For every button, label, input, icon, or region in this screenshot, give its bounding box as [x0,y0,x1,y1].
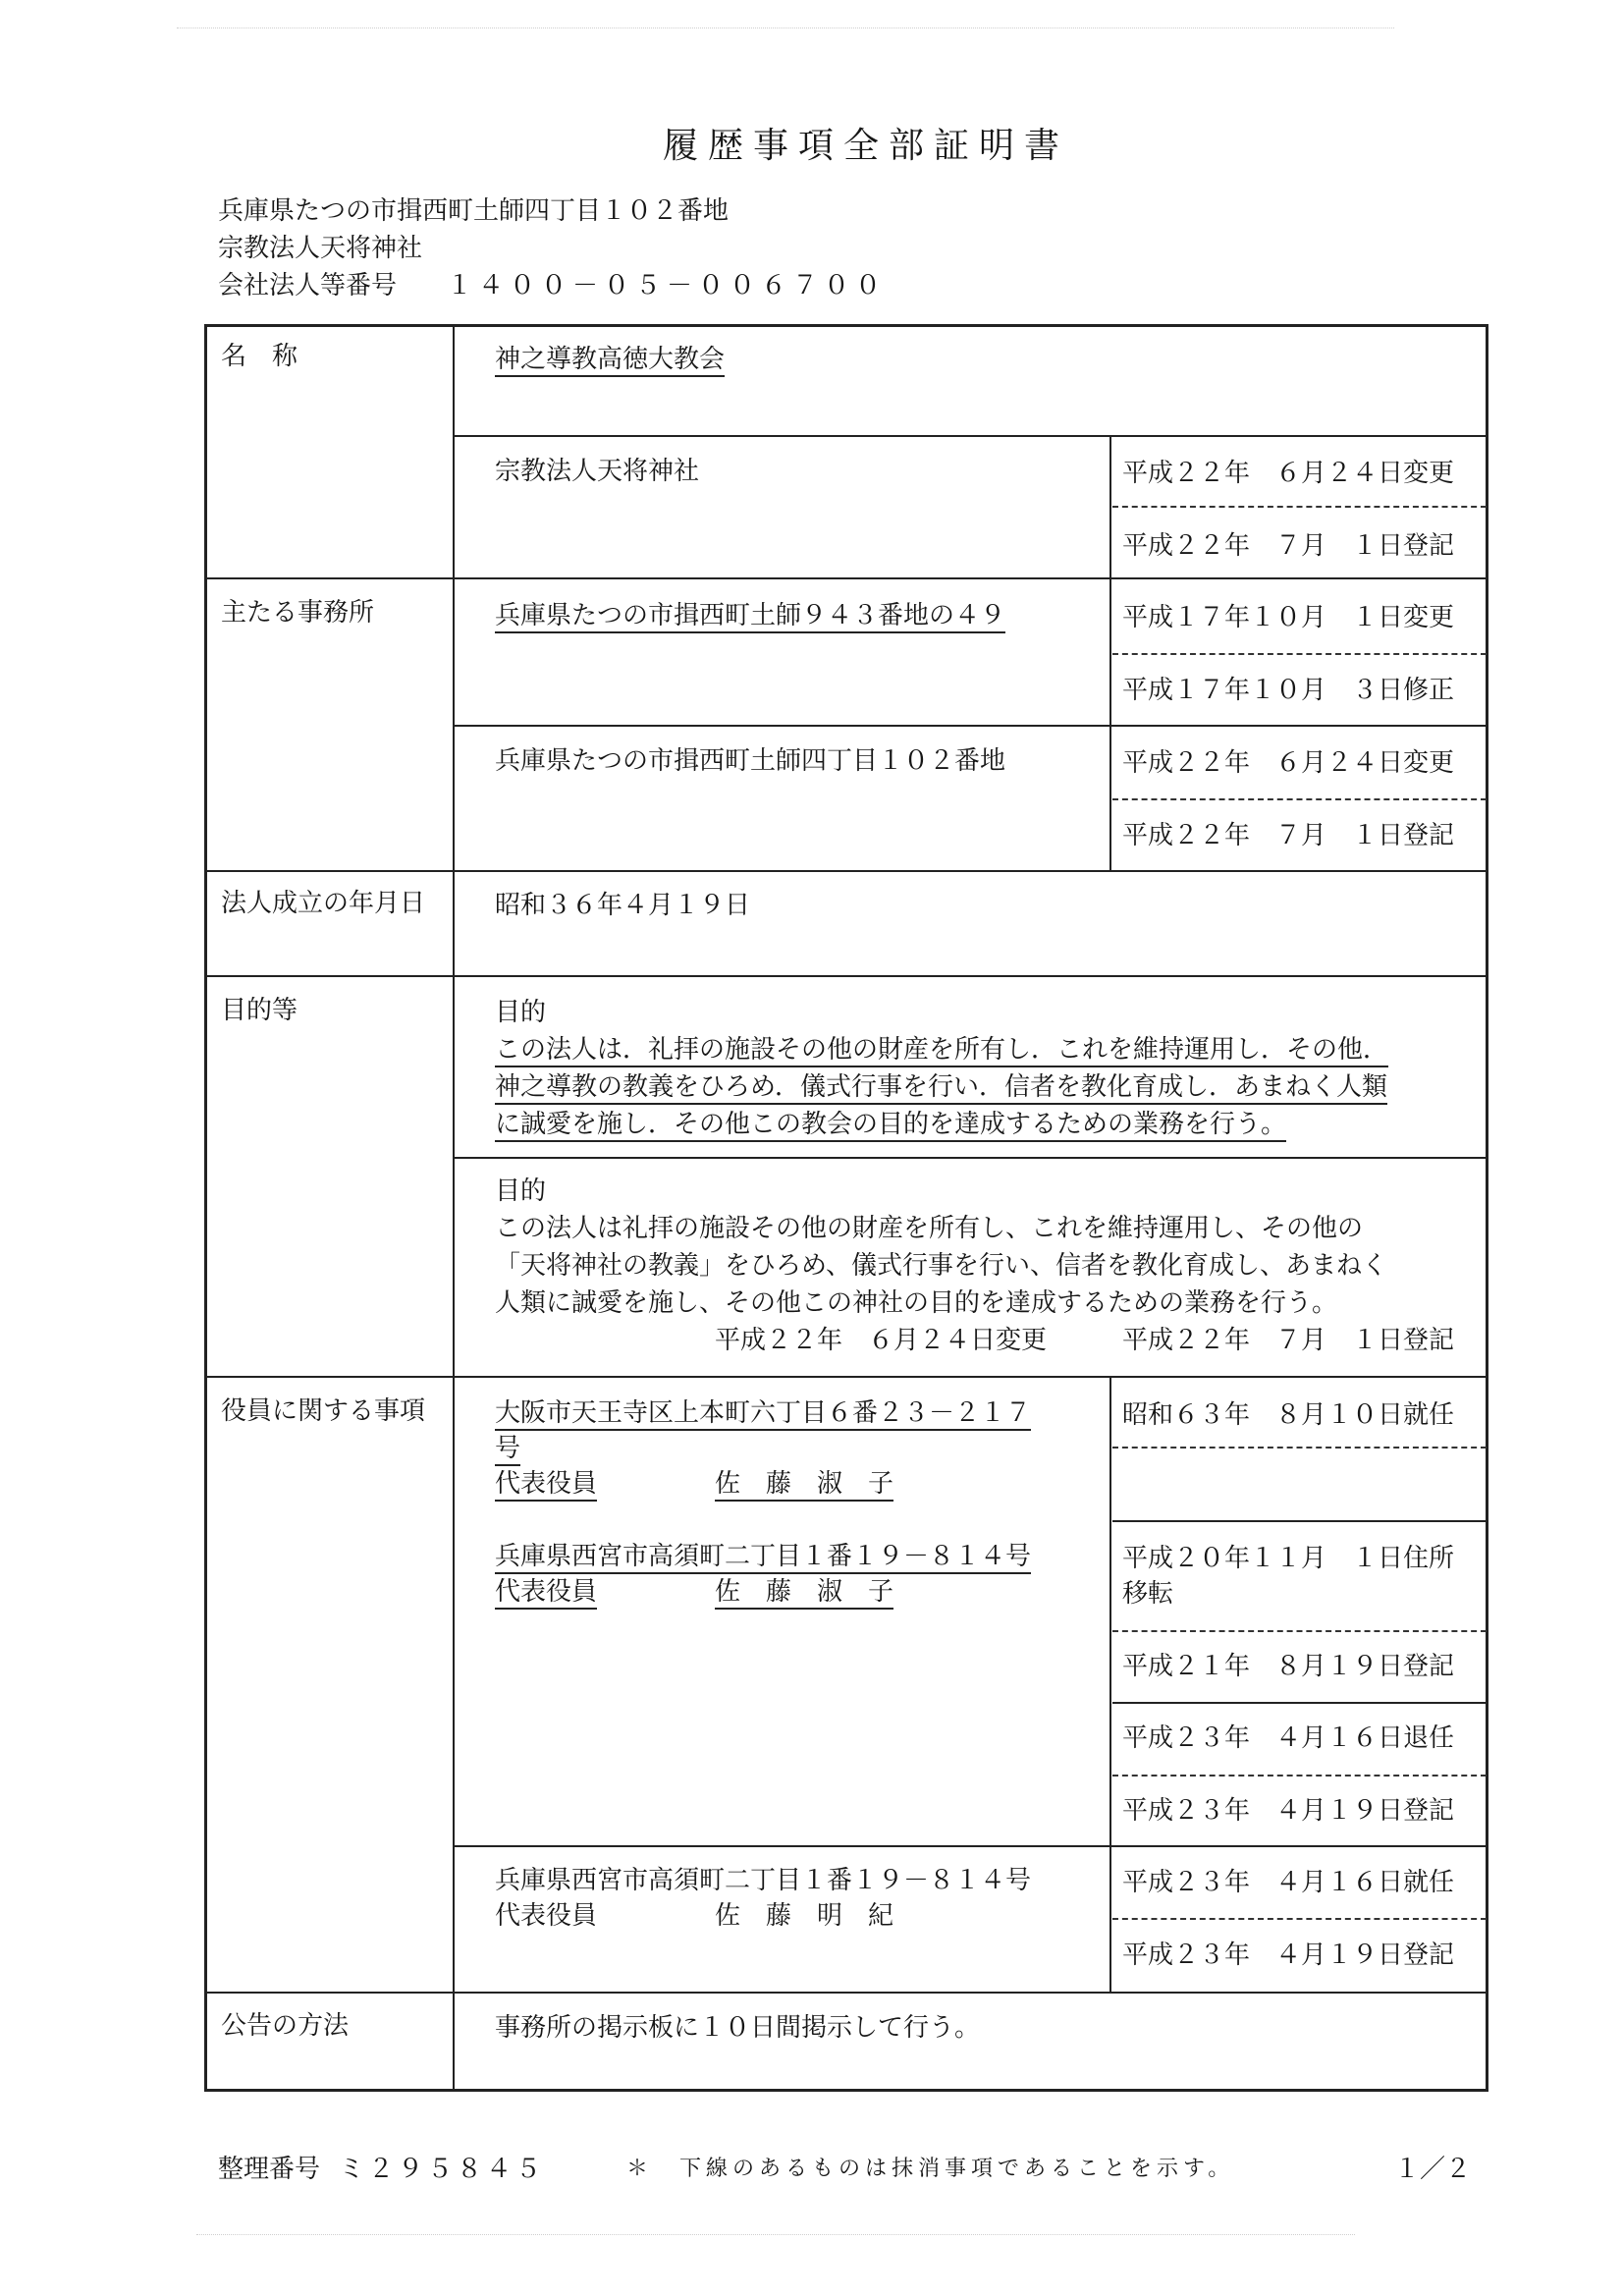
page-number: １／２ [1394,2155,1472,2184]
purpose-new-heading: 目的 [495,1176,547,1206]
office-old-date-change: 平成１７年１０月 １日変更 [1122,603,1455,632]
section-divider [207,1992,1487,1994]
section-divider [207,870,1487,872]
officer1-address: 大阪市天王寺区上本町六丁目６番２３－２１７ [495,1398,1031,1431]
officer3-date-register: 平成２３年 ４月１９日登記 [1122,1941,1455,1970]
purpose-new-line: この法人は礼拝の施設その他の財産を所有し、これを維持運用し、その他の [495,1214,1364,1243]
officer2-date-resign: 平成２３年 ４月１６日退任 [1122,1723,1455,1753]
date-dash [1112,1775,1487,1777]
officer2-date-move-cont: 移転 [1122,1579,1174,1609]
scan-speck [177,27,1394,28]
scan-speck [196,2234,1355,2235]
purpose-old-line: 神之導教の教義をひろめ．儀式行事を行い．信者を教化育成し．あまねく人類 [495,1072,1387,1105]
entry-divider [453,1845,1487,1847]
purpose-register-date: 平成２２年 ７月 １日登記 [1122,1326,1455,1355]
section-divider [207,577,1487,579]
label-notice: 公告の方法 [221,2011,350,2041]
date-dash [1112,1447,1487,1449]
officer2-address: 兵庫県西宮市高須町二丁目１番１９－８１４号 [495,1542,1031,1574]
entry-divider [453,435,1487,437]
label-officers: 役員に関する事項 [221,1396,426,1426]
footer-ref-label: 整理番号 [218,2155,321,2184]
footer-ref-number: ミ２９５８４５ [339,2155,546,2184]
officer2-date-register2: 平成２３年 ４月１９日登記 [1122,1796,1455,1826]
name-old-value: 神之導教高徳大教会 [495,345,725,377]
label-name: 名 称 [221,342,298,371]
date-dash [1112,798,1487,800]
officer1-address-cont: 号 [495,1434,520,1466]
officer3-address: 兵庫県西宮市高須町二丁目１番１９－８１４号 [495,1866,1032,1895]
label-purpose: 目的等 [221,996,298,1025]
header-name: 宗教法人天将神社 [218,234,423,263]
document-title: 履歴事項全部証明書 [663,126,1070,166]
date-dash [1112,506,1487,508]
label-office: 主たる事務所 [221,598,375,628]
date-divider [1112,1702,1487,1704]
officer1-role: 代表役員 [495,1469,597,1502]
header-address: 兵庫県たつの市揖西町土師四丁目１０２番地 [218,196,730,226]
officer3-date-appoint: 平成２３年 ４月１６日就任 [1122,1868,1455,1897]
entry-divider [453,1157,1487,1159]
notice-value: 事務所の掲示板に１０日間掲示して行う。 [495,2013,981,2043]
officer2-role: 代表役員 [495,1577,597,1610]
header-corp-label: 会社法人等番号 [218,271,398,301]
name-date-change: 平成２２年 ６月２４日変更 [1122,459,1455,488]
header-corp-number: １４００－０５－００６７００ [447,271,888,301]
purpose-new-line: 人類に誠愛を施し、その他この神社の目的を達成するための業務を行う。 [495,1288,1338,1318]
office-old-value: 兵庫県たつの市揖西町土師９４３番地の４９ [495,601,1005,633]
purpose-change-date: 平成２２年 ６月２４日変更 [715,1326,1048,1355]
entry-divider [453,725,1487,727]
label-column-divider [453,327,455,2090]
date-dash [1112,653,1487,655]
name-new-value: 宗教法人天将神社 [495,457,700,486]
date-column-divider [1109,435,1111,577]
date-dash [1112,1918,1487,1920]
date-divider [1112,1520,1487,1522]
established-value: 昭和３６年４月１９日 [495,891,751,920]
name-date-register: 平成２２年 ７月 １日登記 [1122,531,1455,561]
purpose-old-line: この法人は．礼拝の施設その他の財産を所有し．これを維持運用し．その他． [495,1035,1388,1067]
officer1-date: 昭和６３年 ８月１０日就任 [1122,1400,1455,1430]
date-column-divider [1109,1376,1111,1992]
officer3-role: 代表役員 [495,1901,598,1931]
office-new-date-register: 平成２２年 ７月 １日登記 [1122,821,1455,850]
officer2-date-register: 平成２１年 ８月１９日登記 [1122,1652,1455,1681]
purpose-old-line: に誠愛を施し．その他この教会の目的を達成するための業務を行う。 [495,1110,1286,1142]
section-divider [207,975,1487,977]
office-new-date-change: 平成２２年 ６月２４日変更 [1122,748,1455,778]
office-old-date-correct: 平成１７年１０月 ３日修正 [1122,676,1455,705]
date-dash [1112,1630,1487,1632]
section-divider [207,1376,1487,1378]
footer-note: ＊ 下線のあるものは抹消事項であることを示す。 [626,2157,1235,2181]
date-column-divider [1109,577,1111,870]
officer1-person: 佐 藤 淑 子 [715,1469,893,1502]
office-new-value: 兵庫県たつの市揖西町土師四丁目１０２番地 [495,746,1006,776]
officer2-person: 佐 藤 淑 子 [715,1577,893,1610]
purpose-old-heading: 目的 [495,998,547,1027]
officer3-person: 佐 藤 明 紀 [715,1901,894,1931]
purpose-new-line: 「天将神社の教義」をひろめ、儀式行事を行い、信者を教化育成し、あまねく [495,1251,1387,1281]
label-established: 法人成立の年月日 [221,889,426,918]
officer2-date-move: 平成２０年１１月 １日住所 [1122,1544,1455,1573]
